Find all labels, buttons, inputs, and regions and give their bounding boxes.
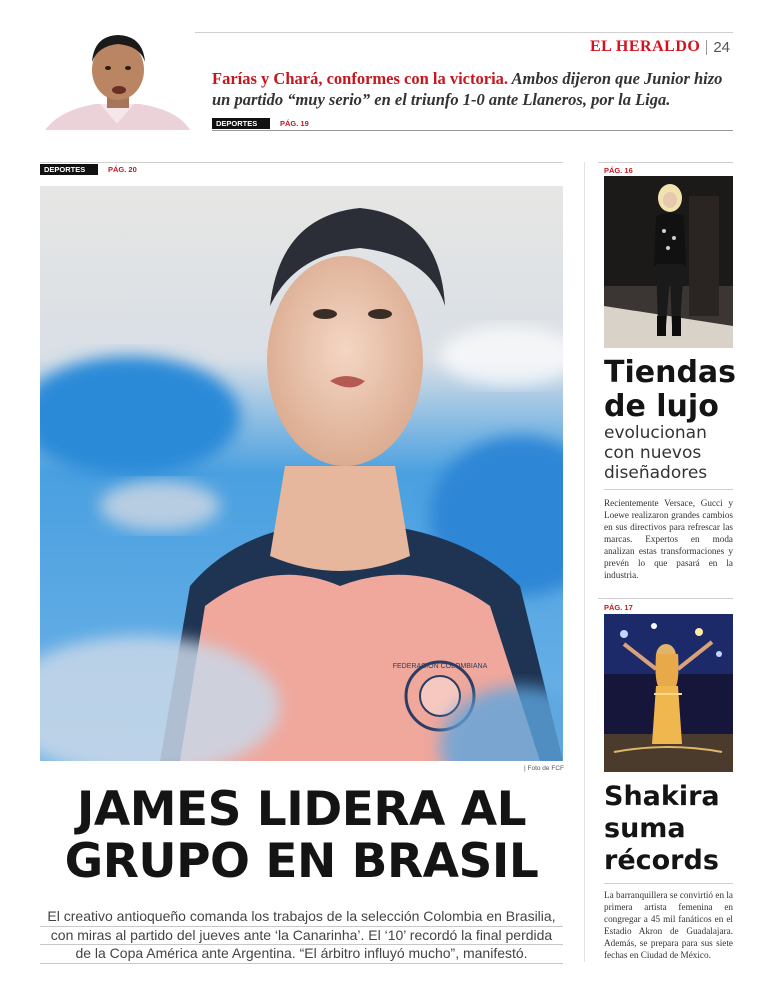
deck-line: El creativo antioqueño comanda los trabajos de la selección Colombia en Brasilia, [40,908,563,927]
section-label: DEPORTES [212,118,270,129]
subtitle-line: diseñadores [604,463,708,483]
teaser-bottom-rule [212,130,733,131]
page-reference: PÁG. 20 [108,165,137,174]
column-divider [584,162,585,962]
masthead-separator [706,40,707,55]
sidebar-rule [598,162,733,163]
sidebar-rule [598,598,733,599]
main-deck [40,908,563,964]
sidebar-title [604,781,720,877]
teaser-text [212,68,732,110]
headline-line: GRUPO EN BRASIL [64,834,539,889]
masthead [590,38,730,56]
title-line: suma [604,813,686,844]
concert-photo [604,614,733,772]
section-label: DEPORTES [40,164,98,175]
sidebar-body: La barranquillera se convirtió en la primera artista femenina en congregar a 45 mil fanáticos en el Estadio Akron de Guadalajara. Además, se prepara para sus siete fechas en Ciudad de México. [604,890,733,960]
photo-credit: | Foto de FCF [524,765,564,772]
deck-line: de la Copa América ante Argentina. “El árbitro influyó mucho”, manifestó. [40,945,563,964]
sidebar-title [604,356,736,424]
title-line: Tiendas [604,355,737,390]
main-headline [40,784,563,888]
headline-line: JAMES LIDERA AL [76,782,527,837]
page-number: 24 [713,38,730,56]
subtitle-line: evolucionan [604,423,707,443]
title-line: Shakira [604,781,720,812]
sidebar-body: Recientemente Versace, Gucci y Loewe realizaron grandes cambios en sus directivos para refrescar las marcas. Expertos en moda analizan estas transformaciones y prevén lo que pasará en la industria. [604,498,733,580]
sidebar-rule [604,489,733,490]
page-reference: PÁG. 19 [280,119,309,128]
deck-line: con miras al partido del jueves ante ‘la Canarinha’. El ‘10’ recordó la final perdida [40,927,563,946]
sidebar-page-ref: PÁG. 16 [604,166,633,175]
sidebar-subtitle [604,423,707,483]
jersey-text: FEDERACIÓN COLOMBIANA [392,663,488,670]
fashion-photo [604,176,733,348]
title-line: récords [604,845,719,876]
main-top-rule [40,162,563,163]
main-tag [40,164,137,175]
teaser-photo [40,32,195,130]
teaser-headline: Farías y Chará, conformes con la victoria. [212,69,509,88]
teaser-tag [212,118,309,129]
main-photo [40,186,563,761]
brand-name: EL HERALDO [589,38,701,55]
title-line: de lujo [604,389,719,424]
sidebar-page-ref: PÁG. 17 [604,603,633,612]
subtitle-line: con nuevos [604,443,702,463]
teaser-body: Ambos dijeron que Junior hizo un partido “muy serio” en el triunfo 1-0 ante Llaneros, por la Liga. [212,69,723,109]
sidebar-rule [604,883,733,884]
